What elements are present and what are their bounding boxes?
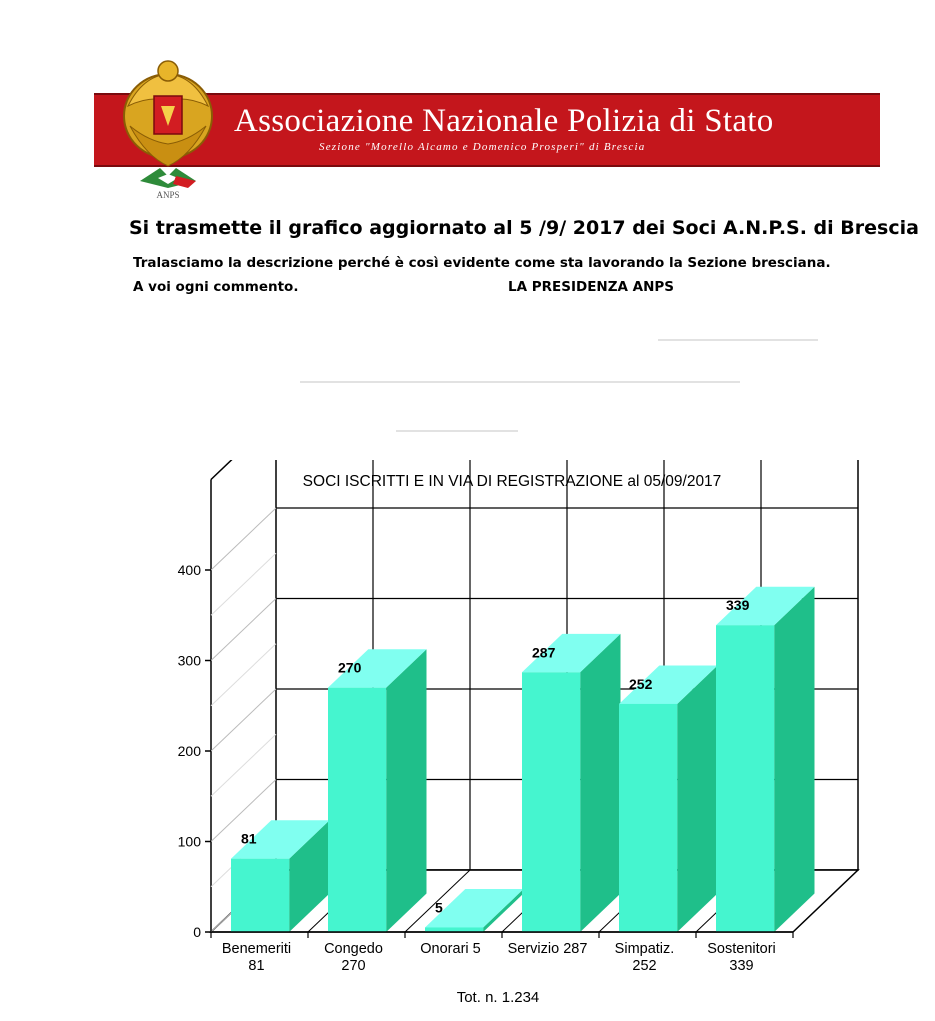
emblem-text: ANPS: [156, 190, 180, 200]
bar-chart: [0, 460, 935, 1021]
y-tick-label: 100: [177, 833, 201, 850]
data-label: 339: [726, 597, 750, 614]
gridline: [211, 553, 276, 615]
anps-emblem-icon: [118, 56, 218, 201]
y-tick-label: 400: [177, 562, 201, 578]
banner-subtitle: Sezione "Morello Alcamo e Domenico Prosperi" di Brescia: [319, 141, 646, 153]
chart-title: SOCI ISCRITTI E IN VIA DI REGISTRAZIONE al 05/09/2017: [302, 473, 722, 490]
signature-text: LA PRESIDENZA ANPS: [508, 279, 675, 295]
faint-mark: [300, 381, 740, 383]
bar-front: [619, 704, 677, 932]
bar-side: [580, 634, 620, 932]
gridline: [211, 599, 276, 661]
bar: [716, 587, 815, 932]
gridline: [211, 734, 276, 796]
banner-title: Associazione Nazionale Polizia di Stato: [234, 103, 774, 139]
chart-footer: Tot. n. 1.234: [456, 989, 540, 1006]
bar-front: [328, 688, 386, 932]
data-label: 287: [532, 644, 556, 661]
left-wall-edge: [211, 460, 276, 480]
y-tick-label: 0: [193, 924, 201, 940]
comment-text: A voi ogni commento.: [133, 279, 299, 295]
category-label: Onorari 5: [420, 941, 481, 957]
data-label: 252: [629, 675, 653, 692]
bar-side: [774, 587, 814, 932]
bar: [619, 666, 718, 933]
y-tick-label: 200: [177, 743, 201, 759]
bar-front: [716, 625, 774, 932]
category-label: Congedo 270: [324, 941, 383, 974]
category-label: Benemeriti 81: [221, 941, 292, 974]
gridline: [211, 644, 276, 706]
category-label: Sostenitori 339: [707, 941, 776, 974]
bar-front: [522, 672, 580, 932]
data-label: 81: [241, 830, 257, 847]
x-axis: [211, 932, 793, 974]
gridline: [211, 689, 276, 751]
category-label: Simpatiz. 252: [614, 941, 675, 974]
bar: [328, 649, 427, 932]
bar: [522, 634, 621, 932]
bar-side: [677, 666, 717, 933]
bar-front: [231, 859, 289, 932]
category-label: Servizio 287: [507, 941, 588, 957]
faint-mark: [396, 430, 518, 432]
data-label: 270: [338, 659, 362, 676]
faint-mark: [658, 339, 818, 341]
bar-side: [386, 649, 426, 932]
headline: Si trasmette il grafico aggiornato al 5 /9/ 2017 dei Soci A.N.P.S. di Brescia: [129, 217, 919, 239]
description-text: Tralasciamo la descrizione perché è così evidente come sta lavorando la Sezione bresciana.: [133, 255, 831, 271]
y-tick-label: 300: [177, 652, 201, 669]
y-axis: [178, 562, 211, 940]
data-label: 5: [435, 899, 443, 916]
gridline: [211, 508, 276, 570]
